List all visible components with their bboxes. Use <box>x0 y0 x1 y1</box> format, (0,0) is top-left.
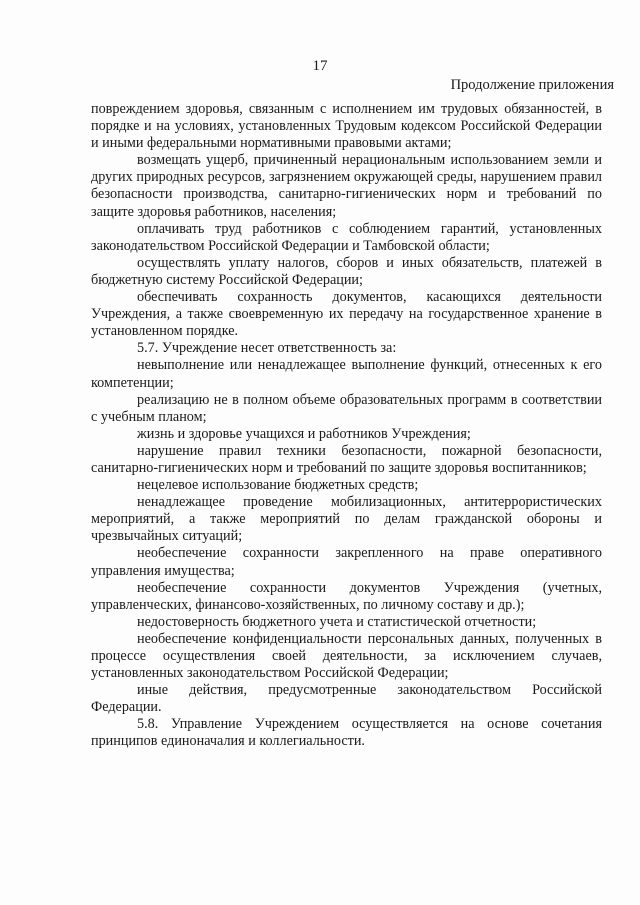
document-body <box>91 101 602 751</box>
paragraph: жизнь и здоровье учащихся и работников Учреждения; <box>137 425 471 442</box>
paragraph: необеспечение сохранности закрепленного на праве оперативного управления имущества; <box>91 545 602 579</box>
section-5-8: 5.8. Управление Учреждением осуществляется на основе сочетания принципов единоначалия и коллегиальности. <box>91 716 602 750</box>
paragraph: оплачивать труд работников с соблюдением гарантий, установленных законодательством Российской Федерации и Тамбовской области; <box>91 220 602 254</box>
paragraph: невыполнение или ненадлежащее выполнение функций, отнесенных к его компетенции; <box>91 357 602 391</box>
paragraph: недостоверность бюджетного учета и статистической отчетности; <box>137 613 537 630</box>
paragraph: ненадлежащее проведение мобилизационных, антитеррористических мероприятий, а также мероприятий по делам гражданской обороны и чрезвычайных ситуаций; <box>91 494 602 545</box>
paragraph: повреждением здоровья, связанным с исполнением им трудовых обязанностей, в порядке и на условиях, установленных Трудовым кодексом Российской Федерации и иными федеральными нормативными правовыми актами; <box>91 101 602 152</box>
paragraph: осуществлять уплату налогов, сборов и иных обязательств, платежей в бюджетную систему Российской Федерации; <box>91 254 602 288</box>
section-heading-5-7: 5.7. Учреждение несет ответственность за: <box>137 340 397 357</box>
paragraph: обеспечивать сохранность документов, касающихся деятельности Учреждения, а также своевременную их передачу на государственное хранение в установленном порядке. <box>91 289 602 340</box>
paragraph: возмещать ущерб, причиненный нерациональным использованием земли и других природных ресурсов, загрязнением окружающей среды, нарушением правил безопасности производства, санитарно-гигиенических норм и требований по защите здоровья работников, населения; <box>91 152 602 220</box>
paragraph: необеспечение конфиденциальности персональных данных, полученных в процессе осуществления своей деятельности, за исключением случаев, установленных законодательством Российской Федерации; <box>91 630 602 682</box>
running-header: Продолжение приложения <box>450 77 614 93</box>
paragraph: необеспечение сохранности документов Учреждения (учетных, управленческих, финансово-хозяйственных, по личному составу и др.); <box>91 579 602 613</box>
paragraph: реализацию не в полном объеме образовательных программ в соответствии с учебным планом; <box>91 391 602 425</box>
paragraph: нарушение правил техники безопасности, пожарной безопасности, санитарно-гигиенических норм и требований по защите здоровья воспитанников; <box>91 442 602 476</box>
paragraph: иные действия, предусмотренные законодательством Российской Федерации. <box>91 682 602 716</box>
page-number: 17 <box>312 58 328 74</box>
paragraph: нецелевое использование бюджетных средств; <box>137 477 419 494</box>
